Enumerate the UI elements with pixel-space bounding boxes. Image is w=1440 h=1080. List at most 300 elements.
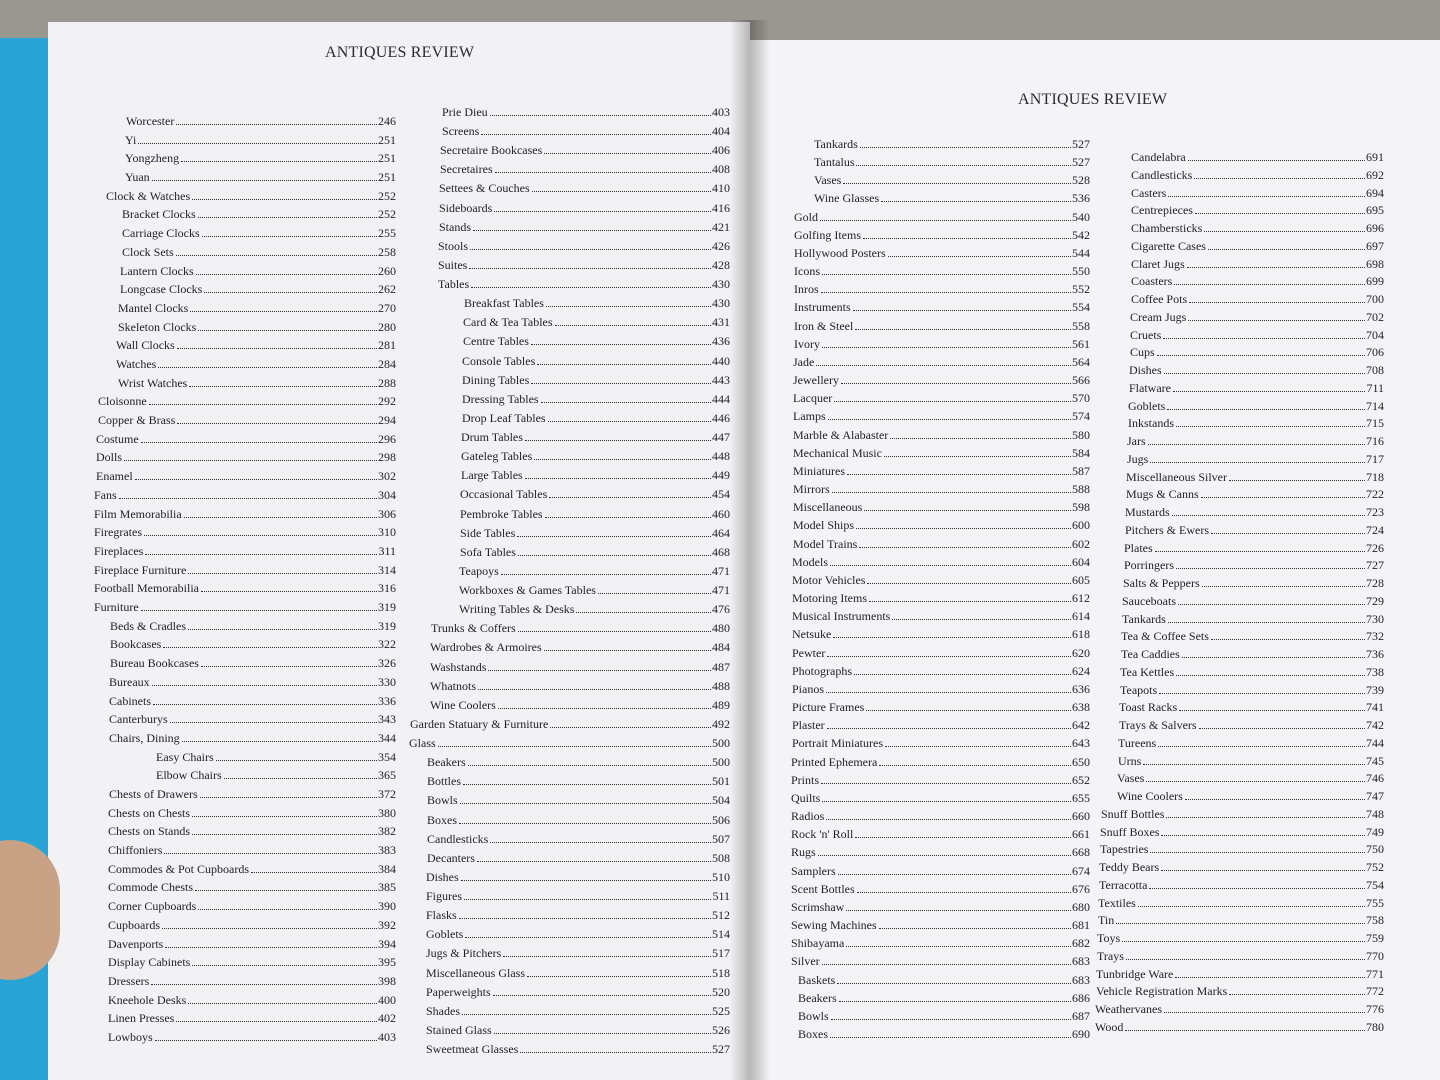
leader-dots xyxy=(531,344,711,345)
index-entry xyxy=(96,469,396,483)
entry-label: Sauceboats xyxy=(1122,593,1176,608)
leader-dots xyxy=(459,918,711,919)
leader-dots xyxy=(822,801,1071,802)
entry-label: Bowls xyxy=(798,1008,829,1023)
leader-dots xyxy=(198,909,377,910)
index-entry xyxy=(791,827,1090,841)
entry-label: Jade xyxy=(793,354,815,369)
entry-page-number: 695 xyxy=(1366,203,1384,218)
leader-dots xyxy=(846,946,1071,947)
entry-page-number: 748 xyxy=(1366,806,1384,821)
index-entry xyxy=(463,315,730,329)
index-entry xyxy=(108,880,396,894)
index-entry xyxy=(791,791,1090,805)
entry-label: Tankards xyxy=(814,137,858,151)
entry-label: Hollywood Posters xyxy=(794,245,886,260)
entry-page-number: 384 xyxy=(378,861,396,876)
leader-dots xyxy=(176,255,377,256)
index-entry xyxy=(94,507,396,521)
leader-dots xyxy=(1189,302,1365,303)
entry-label: Display Cabinets xyxy=(108,955,191,970)
leader-dots xyxy=(119,498,377,499)
entry-page-number: 402 xyxy=(378,1011,396,1026)
index-entry xyxy=(792,718,1090,732)
index-entry xyxy=(125,133,396,147)
leader-dots xyxy=(490,842,711,843)
leader-dots xyxy=(438,746,711,747)
index-entry xyxy=(440,162,730,176)
entry-page-number: 702 xyxy=(1366,309,1384,324)
entry-page-number: 683 xyxy=(1072,972,1090,987)
leader-dots xyxy=(493,995,711,996)
index-entry xyxy=(1128,399,1384,413)
entry-page-number: 717 xyxy=(1366,451,1384,466)
index-entry xyxy=(1127,434,1384,448)
entry-page-number: 258 xyxy=(378,244,396,259)
index-entry xyxy=(1130,310,1384,324)
leader-dots xyxy=(495,172,711,173)
index-entry xyxy=(431,621,730,635)
index-entry xyxy=(98,394,396,408)
leader-dots xyxy=(176,124,377,125)
index-entry xyxy=(792,700,1090,714)
entry-page-number: 311 xyxy=(378,543,396,558)
leader-dots xyxy=(1158,746,1365,747)
index-entry xyxy=(108,955,396,969)
entry-label: Vases xyxy=(814,173,842,188)
entry-label: Iron & Steel xyxy=(794,318,854,333)
index-entry xyxy=(108,824,396,838)
entry-label: Occasional Tables xyxy=(460,487,548,502)
entry-page-number: 403 xyxy=(712,105,730,119)
leader-dots xyxy=(158,367,377,368)
entry-page-number: 440 xyxy=(712,353,730,368)
index-entry xyxy=(108,1011,396,1025)
index-entry xyxy=(1096,984,1384,998)
entry-page-number: 430 xyxy=(712,296,730,311)
leader-dots xyxy=(1159,693,1365,694)
leader-dots xyxy=(820,220,1071,221)
entry-label: Furniture xyxy=(94,600,139,615)
entry-label: Tunbridge Ware xyxy=(1096,966,1174,981)
entry-page-number: 246 xyxy=(378,114,396,128)
index-entry xyxy=(461,449,730,463)
entry-label: Miscellaneous Glass xyxy=(426,965,525,980)
entry-label: Weathervanes xyxy=(1095,1002,1162,1017)
leader-dots xyxy=(162,928,377,929)
index-entry xyxy=(459,583,730,597)
index-entry xyxy=(427,755,730,769)
leader-dots xyxy=(471,287,711,288)
leader-dots xyxy=(1164,1012,1365,1013)
entry-page-number: 304 xyxy=(378,487,396,502)
entry-page-number: 500 xyxy=(712,736,730,751)
entry-page-number: 507 xyxy=(712,831,730,846)
entry-label: Lantern Clocks xyxy=(120,263,194,278)
leader-dots xyxy=(826,819,1071,820)
leader-dots xyxy=(541,402,711,403)
entry-label: Rugs xyxy=(791,845,816,860)
leader-dots xyxy=(857,892,1071,893)
entry-label: Commodes & Pot Cupboards xyxy=(108,861,250,876)
entry-page-number: 758 xyxy=(1366,913,1384,928)
index-entry xyxy=(427,832,730,846)
leader-dots xyxy=(890,438,1071,439)
index-entry xyxy=(427,793,730,807)
entry-page-number: 723 xyxy=(1366,505,1384,520)
index-entry xyxy=(792,682,1090,696)
entry-page-number: 700 xyxy=(1366,292,1384,307)
leader-dots xyxy=(550,727,711,728)
leader-dots xyxy=(866,710,1071,711)
index-entry xyxy=(94,563,396,577)
leader-dots xyxy=(1125,1030,1365,1031)
index-entry xyxy=(118,320,396,334)
index-entry xyxy=(439,201,730,215)
entry-page-number: 288 xyxy=(378,375,396,390)
entry-page-number: 584 xyxy=(1072,445,1090,460)
leader-dots xyxy=(818,855,1071,856)
leader-dots xyxy=(546,306,711,307)
leader-dots xyxy=(1229,994,1365,995)
leader-dots xyxy=(192,965,377,966)
entry-page-number: 430 xyxy=(712,277,730,292)
leader-dots xyxy=(481,134,711,135)
leader-dots xyxy=(1179,710,1365,711)
entry-label: Washstands xyxy=(430,659,487,674)
leader-dots xyxy=(1163,338,1365,339)
entry-page-number: 536 xyxy=(1072,191,1090,206)
entry-label: Side Tables xyxy=(460,525,516,540)
index-entry xyxy=(430,698,730,712)
entry-label: Fans xyxy=(94,487,117,502)
index-entry xyxy=(1095,1020,1384,1034)
entry-label: Vehicle Registration Marks xyxy=(1096,984,1228,999)
entry-page-number: 480 xyxy=(712,621,730,636)
entry-label: Quilts xyxy=(791,790,821,805)
entry-label: Photographs xyxy=(792,663,852,678)
entry-label: Fireplace Furniture xyxy=(94,562,187,577)
entry-label: Chests of Drawers xyxy=(109,786,198,801)
index-entry xyxy=(464,296,730,310)
entry-page-number: 319 xyxy=(378,618,396,633)
index-entry xyxy=(1121,629,1384,643)
entry-page-number: 750 xyxy=(1366,842,1384,857)
entry-page-number: 395 xyxy=(378,955,396,970)
leader-dots xyxy=(462,1014,711,1015)
index-entry xyxy=(791,936,1090,950)
entry-label: Clock Sets xyxy=(122,244,174,259)
entry-label: Clock & Watches xyxy=(106,188,191,203)
entry-label: Sofa Tables xyxy=(460,544,516,559)
leader-dots xyxy=(544,153,711,154)
leader-dots xyxy=(525,478,711,479)
entry-label: Snuff Bottles xyxy=(1101,806,1165,821)
entry-page-number: 511 xyxy=(712,889,730,904)
entry-label: Pianos xyxy=(792,681,825,696)
leader-dots xyxy=(188,1003,377,1004)
entry-label: Whatnots xyxy=(430,678,476,693)
entry-page-number: 400 xyxy=(378,992,396,1007)
leader-dots xyxy=(188,573,377,574)
index-entry xyxy=(426,870,730,884)
entry-label: Chiffoniers xyxy=(108,843,163,858)
entry-page-number: 292 xyxy=(378,394,396,409)
index-entry xyxy=(814,155,1090,169)
entry-label: Bowls xyxy=(427,793,458,808)
entry-page-number: 692 xyxy=(1366,167,1384,182)
entry-label: Dressers xyxy=(108,973,150,988)
entry-label: Baskets xyxy=(798,972,836,987)
index-entry xyxy=(1131,150,1384,164)
book-gutter xyxy=(730,20,770,1080)
index-entry xyxy=(461,468,730,482)
leader-dots xyxy=(192,199,377,200)
entry-page-number: 394 xyxy=(378,936,396,951)
entry-label: Scrimshaw xyxy=(791,899,845,914)
leader-dots xyxy=(576,612,711,613)
leader-dots xyxy=(856,165,1071,166)
entry-page-number: 676 xyxy=(1072,881,1090,896)
entry-label: Commode Chests xyxy=(108,880,194,895)
entry-label: Jars xyxy=(1127,434,1146,449)
entry-label: Wrist Watches xyxy=(118,375,188,390)
leader-dots xyxy=(155,1040,377,1041)
index-entry xyxy=(814,173,1090,187)
entry-page-number: 382 xyxy=(378,824,396,839)
leader-dots xyxy=(517,536,711,537)
index-entry xyxy=(1124,541,1384,555)
entry-label: Goblets xyxy=(426,927,464,942)
entry-label: Models xyxy=(792,554,828,569)
entry-label: Yi xyxy=(125,132,137,147)
index-entry xyxy=(459,602,730,616)
entry-page-number: 552 xyxy=(1072,282,1090,297)
entry-page-number: 252 xyxy=(378,188,396,203)
entry-label: Yongzheng xyxy=(125,151,180,166)
leader-dots xyxy=(460,803,711,804)
index-entry xyxy=(1117,771,1384,785)
entry-page-number: 518 xyxy=(712,965,730,980)
entry-label: Bureau Bookcases xyxy=(110,656,199,671)
leader-dots xyxy=(532,191,711,192)
index-entry xyxy=(792,646,1090,660)
entry-page-number: 540 xyxy=(1072,209,1090,224)
leader-dots xyxy=(201,591,377,592)
entry-page-number: 566 xyxy=(1072,373,1090,388)
entry-label: Stools xyxy=(438,238,469,253)
index-entry xyxy=(1097,931,1384,945)
index-entry xyxy=(794,264,1090,278)
entry-label: Portrait Miniatures xyxy=(792,736,883,751)
entry-label: Scent Bottles xyxy=(791,881,855,896)
index-entry xyxy=(430,640,730,654)
index-entry xyxy=(122,226,396,240)
entry-page-number: 732 xyxy=(1366,629,1384,644)
index-entry xyxy=(794,337,1090,351)
leader-dots xyxy=(473,230,711,231)
index-entry xyxy=(791,954,1090,968)
entry-page-number: 446 xyxy=(712,410,730,425)
entry-label: Elbow Chairs xyxy=(156,768,222,783)
entry-page-number: 570 xyxy=(1072,391,1090,406)
entry-label: Cupboards xyxy=(108,917,160,932)
leader-dots xyxy=(200,797,377,798)
leader-dots xyxy=(135,479,377,480)
entry-label: Golfing Items xyxy=(794,227,861,242)
entry-label: Salts & Peppers xyxy=(1123,576,1200,591)
entry-label: Miniatures xyxy=(793,463,845,478)
index-entry xyxy=(430,679,730,693)
entry-label: Boxes xyxy=(427,812,457,827)
leader-dots xyxy=(885,746,1071,747)
entry-label: Snuff Boxes xyxy=(1100,824,1160,839)
entry-label: Miscellaneous xyxy=(793,500,863,515)
entry-label: Teapots xyxy=(1120,682,1158,697)
entry-label: Dining Tables xyxy=(462,372,530,387)
leader-dots xyxy=(1188,320,1365,321)
entry-page-number: 604 xyxy=(1072,554,1090,569)
entry-page-number: 512 xyxy=(712,908,730,923)
entry-page-number: 600 xyxy=(1072,518,1090,533)
entry-page-number: 316 xyxy=(378,581,396,596)
entry-page-number: 660 xyxy=(1072,809,1090,824)
index-entry xyxy=(1121,647,1384,661)
leader-dots xyxy=(153,704,377,705)
entry-label: Cloisonne xyxy=(98,394,147,409)
entry-page-number: 492 xyxy=(712,716,730,731)
entry-label: Candelabra xyxy=(1131,150,1186,164)
entry-page-number: 322 xyxy=(378,637,396,652)
entry-label: Jugs xyxy=(1127,451,1149,466)
index-entry xyxy=(792,609,1090,623)
leader-dots xyxy=(856,528,1071,529)
index-entry xyxy=(814,191,1090,205)
entry-page-number: 464 xyxy=(712,525,730,540)
index-entry xyxy=(426,908,730,922)
index-entry xyxy=(791,845,1090,859)
entry-label: Lamps xyxy=(793,409,826,424)
leader-dots xyxy=(1211,533,1365,534)
leader-dots xyxy=(182,741,377,742)
entry-page-number: 392 xyxy=(378,917,396,932)
leader-dots xyxy=(1202,586,1365,587)
leader-dots xyxy=(549,497,711,498)
index-entry xyxy=(798,1009,1090,1023)
entry-label: Prie Dieu xyxy=(442,105,488,119)
index-entry xyxy=(1100,825,1384,839)
entry-page-number: 716 xyxy=(1366,434,1384,449)
entry-label: Beakers xyxy=(798,990,837,1005)
entry-page-number: 343 xyxy=(378,712,396,727)
entry-label: Film Memorabilia xyxy=(94,506,182,521)
entry-page-number: 544 xyxy=(1072,245,1090,260)
leader-dots xyxy=(827,728,1071,729)
entry-page-number: 780 xyxy=(1366,1020,1384,1034)
entry-label: Inkstands xyxy=(1128,416,1174,431)
entry-label: Davenports xyxy=(108,936,164,951)
entry-label: Console Tables xyxy=(462,353,536,368)
entry-label: Pewter xyxy=(792,645,826,660)
entry-page-number: 428 xyxy=(712,257,730,272)
leader-dots xyxy=(833,637,1071,638)
entry-page-number: 771 xyxy=(1366,966,1384,981)
index-entry xyxy=(1118,736,1384,750)
entry-label: Cream Jugs xyxy=(1130,309,1187,324)
leader-dots xyxy=(478,689,711,690)
index-entry xyxy=(108,974,396,988)
leader-dots xyxy=(177,348,377,349)
index-entry xyxy=(1099,860,1384,874)
entry-label: Textiles xyxy=(1098,895,1136,910)
leader-dots xyxy=(141,442,377,443)
entry-page-number: 501 xyxy=(712,774,730,789)
left-page-header: ANTIQUES REVIEW xyxy=(325,44,475,61)
index-entry xyxy=(156,750,396,764)
index-entry xyxy=(108,993,396,1007)
index-entry xyxy=(793,428,1090,442)
entry-page-number: 508 xyxy=(712,850,730,865)
index-entry xyxy=(125,151,396,165)
leader-dots xyxy=(1204,231,1365,232)
index-entry xyxy=(118,376,396,390)
entry-page-number: 251 xyxy=(378,132,396,147)
entry-page-number: 730 xyxy=(1366,611,1384,626)
index-entry xyxy=(794,246,1090,260)
index-entry xyxy=(462,411,730,425)
leader-dots xyxy=(520,1052,711,1053)
leader-dots xyxy=(164,853,377,854)
leader-dots xyxy=(470,249,711,250)
entry-label: Bottles xyxy=(427,774,462,789)
entry-page-number: 643 xyxy=(1072,736,1090,751)
entry-page-number: 310 xyxy=(378,525,396,540)
entry-page-number: 298 xyxy=(378,450,396,465)
entry-label: Toys xyxy=(1097,931,1121,946)
entry-page-number: 528 xyxy=(1072,173,1090,188)
index-entry xyxy=(459,564,730,578)
entry-label: Prints xyxy=(791,772,820,787)
index-entry xyxy=(798,1027,1090,1041)
entry-label: Ivory xyxy=(794,336,820,351)
entry-label: Mugs & Canns xyxy=(1126,487,1199,502)
index-entry xyxy=(791,900,1090,914)
entry-page-number: 260 xyxy=(378,263,396,278)
leader-dots xyxy=(459,823,711,824)
leader-dots xyxy=(1187,267,1365,268)
leader-dots xyxy=(879,765,1071,766)
entry-label: Tea Caddies xyxy=(1121,647,1180,662)
entry-label: Mustards xyxy=(1125,505,1170,520)
entry-label: Secretaires xyxy=(440,162,493,177)
leader-dots xyxy=(1164,373,1365,374)
entry-label: Wardrobes & Armoires xyxy=(430,640,542,655)
entry-label: Wine Coolers xyxy=(430,697,496,712)
leader-dots xyxy=(816,365,1071,366)
entry-label: Tapestries xyxy=(1100,842,1149,857)
index-entry xyxy=(108,1030,396,1044)
index-entry xyxy=(798,991,1090,1005)
leader-dots xyxy=(141,610,377,611)
entry-page-number: 624 xyxy=(1072,663,1090,678)
entry-page-number: 726 xyxy=(1366,540,1384,555)
leader-dots xyxy=(145,554,377,555)
index-entry xyxy=(106,189,396,203)
entry-label: Wood xyxy=(1095,1020,1124,1034)
leader-dots xyxy=(1176,675,1365,676)
index-entry xyxy=(120,264,396,278)
index-entry xyxy=(1131,257,1384,271)
